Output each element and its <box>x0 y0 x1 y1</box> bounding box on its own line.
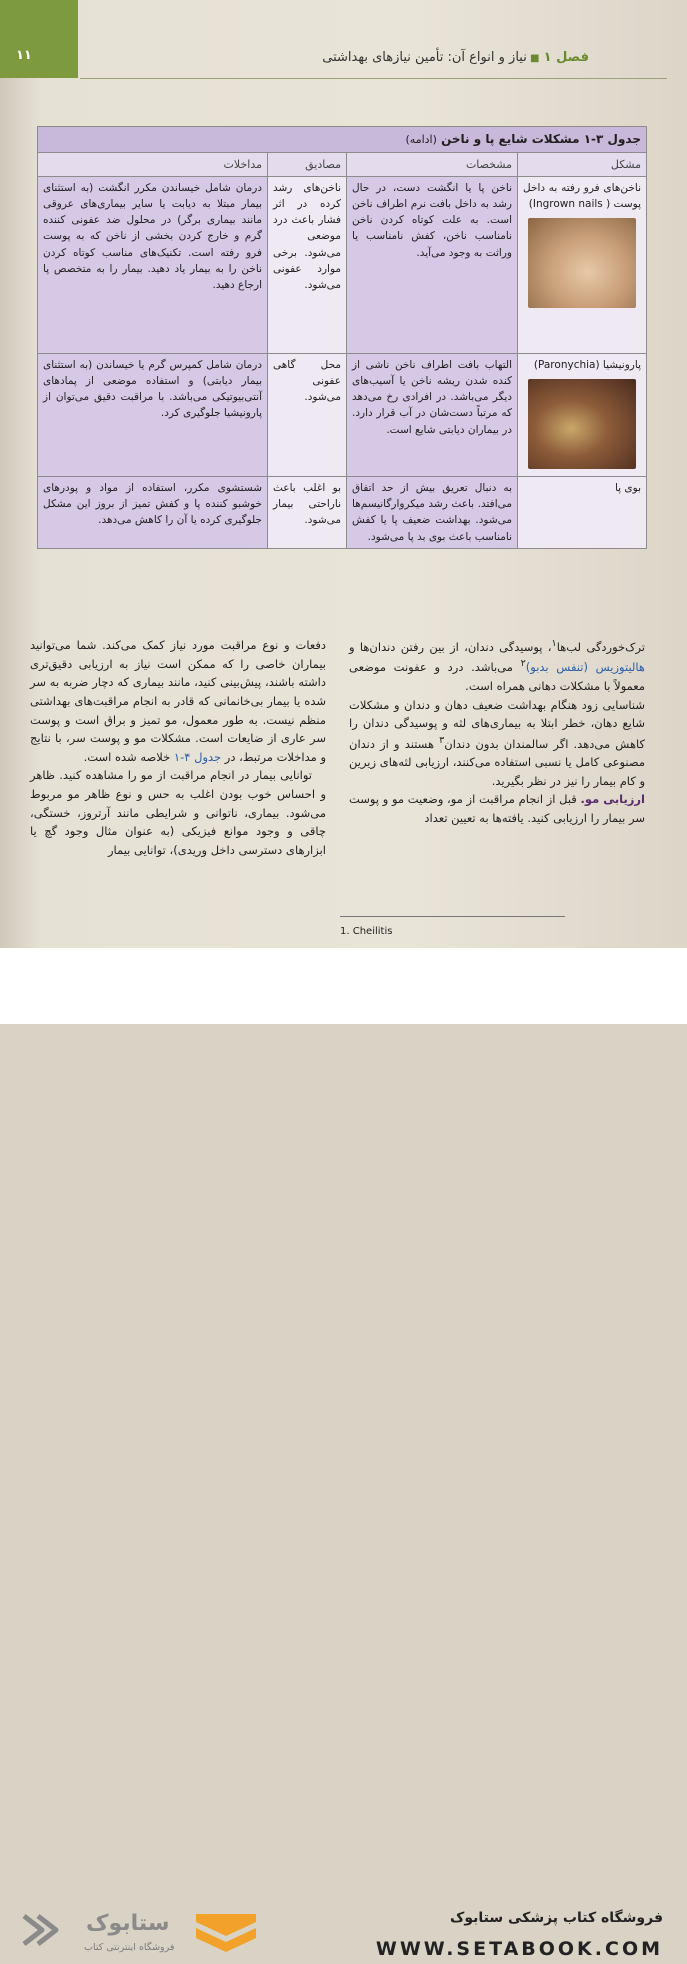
chapter-title: نیاز و انواع آن: تأمین نیازهای بهداشتی <box>322 50 527 65</box>
paragraph <box>30 636 326 766</box>
cell-examples: محل گاهی عفونی می‌شود. <box>268 353 347 476</box>
cell-problem: بوی پا <box>518 476 647 548</box>
highlighted-term: هالیتوزیس (تنفس بدبو) <box>525 660 645 675</box>
body-column-left <box>30 636 326 860</box>
logo-subtitle: فروشگاه اینترنتی کتاب <box>84 1942 175 1953</box>
cell-examples: بو اغلب باعث ناراحتی بیمار می‌شود. <box>268 476 347 548</box>
cell-interventions: شستشوی مکرر، استفاده از مواد و پودرهای خوشبو کننده پا و کفش تمیز از بروز این مشکل جلوگیری کرده یا آن را کاهش می‌دهد. <box>38 476 268 548</box>
col-header-signs: مشخصات <box>347 152 518 176</box>
table-reference-link[interactable]: جدول ۴-۱ <box>173 749 222 764</box>
cell-interventions: درمان شامل کمپرس گرم یا خیساندن (به استثنای بیمار دیابتی) و استفاده موضعی از پمادهای آنتی‌بیوتیکی می‌باشد. با مراقبت دقیق می‌توان از پارونیشیا جلوگیری کرد. <box>38 353 268 476</box>
col-header-examples: مصادیق <box>268 152 347 176</box>
text-run: هستند و از دندان مصنوعی کامل یا نسبی استفاده می‌کنند، ارزیابی لثه‌های زیرین و کام بیمار را نیز در نظر بگیرید. <box>349 736 645 788</box>
table-caption <box>38 127 647 153</box>
store-banner <box>0 948 687 1960</box>
cell-problem <box>518 353 647 476</box>
col-header-interventions: مداخلات <box>38 152 268 176</box>
table-row <box>38 476 647 548</box>
text-run: توانایی بیمار در انجام مراقبت از مو را مشاهده کنید. ظاهر و احساس خوب بودن اغلب به حس و نوع ظاهر مو مربوط می‌شود. بیماری، ناتوانی و شرایطی مانند آرتروز، خستگی، چاقی و وجود موانع فیزیکی (به عنوان مثال وجود گچ یا ابزارهای دسترسی داخل وریدی)، توانایی بیمار <box>30 768 326 857</box>
paragraph <box>349 636 645 696</box>
section-term: ارزیابی مو. <box>580 792 645 807</box>
paragraph <box>349 696 645 791</box>
text-run: می‌باشد. درد و عفونت موضعی معمولاً با مشکلات دهانی همراه است. <box>349 660 645 693</box>
footnote-ref: ۳ <box>439 734 445 746</box>
page-number-tab <box>0 0 78 78</box>
cell-signs: ناخن پا یا انگشت دست، در حال رشد به داخل بافت نرم اطراف ناخن است. به علت کوتاه کردن ناخن نامناسب ناخن، کفش نامناسب یا وراثت به وجود می‌آید. <box>347 176 518 353</box>
header-divider <box>80 78 667 79</box>
footnote-ref: ۱ <box>551 638 557 649</box>
text-run: دفعات و نوع مراقبت مورد نیاز کمک می‌کند. شما می‌توانید بیماران خاصی را که ممکن است نیاز به ارزیابی دقیق‌تری داشته باشند، پیش‌بینی کنید، مانند بیماری که دچار ضربه به سر شده یا بیمار بی‌خانمانی که قادر به انجام مراقبت‌های بهداشتی منظم نیست. به طور معمول، مو تمیز و براق است و پوست سر عاری از ضایعات است. مشکلات مو و پوست سر، با نتایج و مداخلات مرتبط، در <box>30 638 326 764</box>
logo-text: ستابوک <box>86 1911 170 1936</box>
cell-interventions: درمان شامل خیساندن مکرر انگشت (به استثنای بیمار مبتلا به دیابت یا سایر بیماری‌های عروقی مانند بیماری برگر) در محلول ضد عفونی کننده گرم و خارج کردن بخشی از ناخن که به پوست فرو رفته است. تکنیک‌های مناسب کوتاه کردن ناخن را به بیمار یاد دهید. بیمار را به متخصص پا ارجاع دهید. <box>38 176 268 353</box>
table-row <box>38 353 647 476</box>
ingrown-nail-photo <box>528 218 636 308</box>
foot-nail-problems-table <box>37 126 647 549</box>
table-continued-label: (ادامه) <box>405 133 437 146</box>
cell-signs: التهاب بافت اطراف ناخن ناشی از کنده شدن ریشه ناخن یا آسیب‌های دیگر می‌باشد. در افرادی رخ می‌دهد که مرتباً دست‌شان در آب قرار دارد. در بیماران دیابتی شایع است. <box>347 353 518 476</box>
running-header <box>322 50 589 65</box>
col-header-problem: مشکل <box>518 152 647 176</box>
table-caption-row <box>38 127 647 153</box>
cell-examples: ناخن‌های رشد کرده در اثر فشار باعث درد موضعی می‌شود. برخی موارد عفونی می‌شود. <box>268 176 347 353</box>
store-name: فروشگاه کتاب پزشکی ستابوک <box>450 1910 663 1926</box>
body-column-right <box>349 636 645 828</box>
text-run: خلاصه شده است. <box>83 749 174 764</box>
table-row <box>38 176 647 353</box>
text-run: قبل از انجام مراقبت از مو، وضعیت مو و پوست سر بیمار را ارزیابی کنید. یافته‌ها به تعیین تعداد <box>349 792 645 826</box>
store-url-link[interactable]: WWW.SETABOOK.COM <box>375 1938 663 1960</box>
book-page <box>0 0 687 948</box>
footnote-divider <box>340 916 565 917</box>
square-bullet-icon: ■ <box>526 53 540 64</box>
footnote-ref: ۲ <box>520 658 526 670</box>
footnote: 1. Cheilitis <box>340 926 393 937</box>
cell-signs: به دنبال تعریق بیش از حد اتفاق می‌افتد. باعث رشد میکروارگانیسم‌ها می‌شود. بهداشت ضعیف پا یا کفش نامناسب باعث بوی بد پا می‌شود. <box>347 476 518 548</box>
text-run: شناسایی زود هنگام بهداشت ضعیف دهان و دندان و مشکلات شایع دهان، خطر ابتلا به بیماری‌های لثه و پوسیدگی دندان را کاهش می‌دهد. اگر سالمندان بدون دندان <box>349 697 645 751</box>
paragraph <box>349 790 645 827</box>
paronychia-photo <box>528 379 636 469</box>
table-caption-title: جدول ۳-۱ مشکلات شایع پا و ناخن <box>441 132 641 146</box>
text-run: ، پوسیدگی دندان، از بین رفتن دندان‌ها و <box>349 639 552 654</box>
table-header-row <box>38 152 647 176</box>
paragraph <box>30 766 326 859</box>
text-run: ترک‌خوردگی لب‌ها <box>556 639 645 654</box>
cell-problem <box>518 176 647 353</box>
problem-text: پارونیشیا (Paronychia) <box>533 358 641 371</box>
problem-text: ناخن‌های فرو رفته به داخل پوست ( Ingrown nails) <box>523 181 641 210</box>
chapter-label: فصل ۱ <box>543 50 589 65</box>
page-number: ۱۱ <box>16 48 32 63</box>
